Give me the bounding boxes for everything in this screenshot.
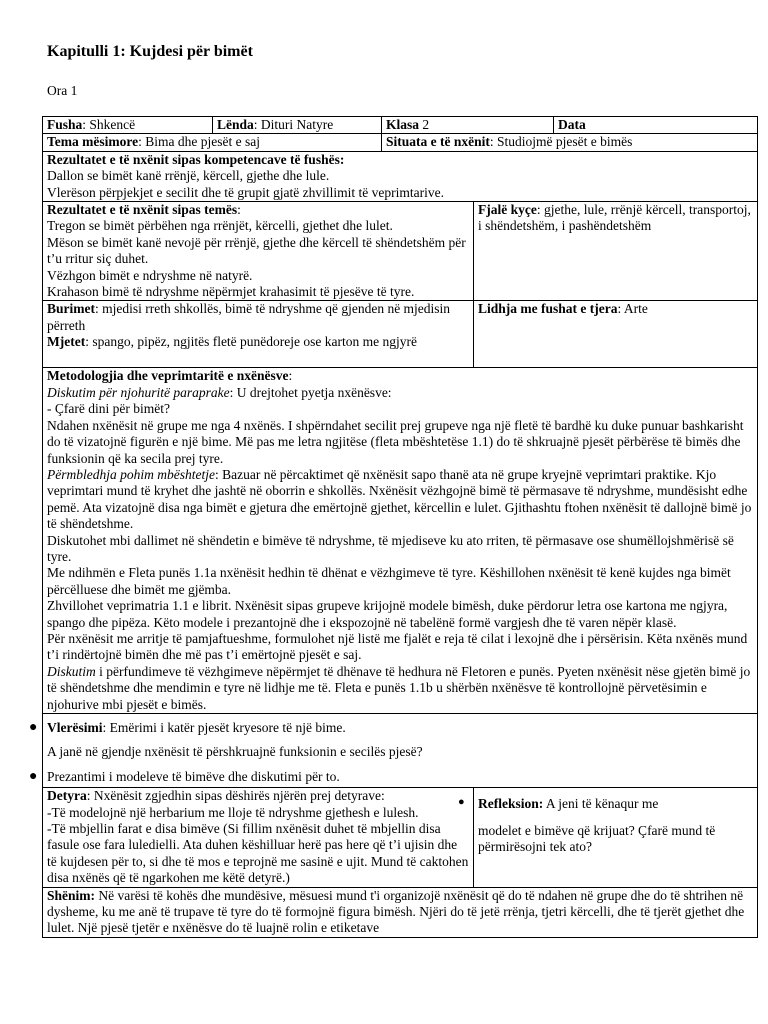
rezultatet-temes-line: Vëzhgon bimët e ndryshme në natyrë. xyxy=(47,267,253,283)
cell-rezultatet-fushes xyxy=(43,151,758,201)
refleksion-line-2: modelet e bimëve që krijuat? Çfarë mund të përmirësojni tek ato? xyxy=(478,822,716,855)
refleksion-label: Refleksion: xyxy=(478,796,544,812)
shenim-value: Në varësi të kohës dhe mundësive, mësuesi mund t'i organizojë nxënësit që do të ndahen në grupe dhe do të shtrihen në dysheme, ku me anë të trupave të tyre do të formojnë figura bimësh. Njëri do të jetë rrënja, tjetri kërcelli, dhe të tjerët gjethet dhe lulet. Një pjesë tjetër e nxënësve do të luajnë rolin e etiketave xyxy=(47,887,745,936)
vleresimi-line-3: Prezantimi i modeleve të bimëve dhe diskutimi për to. xyxy=(47,768,340,784)
row-metodologjia xyxy=(43,368,758,714)
burimet-value: : mjedisi rreth shkollës, bimë të ndryshme që gjenden në mjedisin përreth xyxy=(47,301,451,333)
klasa-value: 2 xyxy=(419,117,430,132)
cell-metodologjia xyxy=(43,368,758,714)
metodologjia-heading: Metodologjia dhe veprimtaritë e nxënësve: xyxy=(47,368,293,384)
row-rezultatet-temes xyxy=(43,202,758,301)
cell-shenim xyxy=(43,887,758,937)
cell-detyra xyxy=(43,788,474,887)
metodologjia-p2: - Çfarë dini për bimët? xyxy=(47,401,170,417)
vleresimi-value: : Emërimi i katër pjesët kryesore të një bime. xyxy=(102,720,346,735)
row-shenim xyxy=(43,887,758,937)
mjetet-value: : spango, pipëz, ngjitës fletë punëdoreje ose karton me ngjyrë xyxy=(85,334,417,350)
metodologjia-p8: Për nxënësit me arritje të pamjaftueshme, formulohet një listë me fjalët e reja të cilat i lexojnë dhe i përsërisin. Këta nxënës mund t’i rindërtojnë bimën dhe më pas t’i emërtojnë pjesët e saj. xyxy=(47,630,748,663)
metodologjia-p9-value: i përfundimeve të vëzhgimeve nëpërmjet të dhënave të hedhura në Fletoren e punës. Pyeten nxënësit nëse gjetën bimë jo të shëndetshme dhe mendimin e tyre në lidhje me të. Fleta e punës 1.1b u shërbën nxënësve të kontrollojnë përvetësimin e njohurive mbi pjesët e bimës. xyxy=(47,663,751,712)
vleresimi-label: Vlerësimi xyxy=(47,720,103,735)
rezultatet-fushes-line: Dallon se bimët kanë rrënjë, kërcell, gjethe dhe lule. xyxy=(47,168,330,184)
cell-data xyxy=(554,117,758,134)
cell-fusha: Fusha: Shkencë xyxy=(43,117,213,134)
cell-situata: Situata e të nxënit: Studiojmë pjesët e bimës xyxy=(382,134,758,151)
rezultatet-temes-line: Tregon se bimët përbëhen nga rrënjët, kërcelli, gjethet dhe lulet. xyxy=(47,218,393,234)
rezultatet-fushes-heading: Rezultatet e të nxënit sipas kompetencave të fushës: xyxy=(47,151,345,167)
detyra-value: : Nxënësit zgjedhin sipas dëshirës njërën prej detyrave: xyxy=(86,788,385,804)
metodologjia-p4-value: : Bazuar në përcaktimet që nxënësit sapo thanë ata në grupe kryejnë veprimtari praktike. Kjo veprimtari mund të kryhet dhe jashtë në oborrin e shkollës. Nxënësit vëzhgojnë bimë të përmasave të ndryshme, mundësisht edhe pemë. Ata vizatojnë disa nga bimët e gjetura dhe emërtojnë gjethet, kërcellin e lulet. Gjithashtu ftohen nxënësit të dallojnë bimë jo të shëndetshme. xyxy=(47,466,752,532)
vleresimi-line-2: A janë në gjendje nxënësit të përshkruajnë funksionin e secilës pjesë? xyxy=(47,744,423,760)
cell-klasa xyxy=(382,117,554,134)
cell-tema: Tema mësimore: Bima dhe pjesët e saj xyxy=(43,134,382,151)
cell-fjale-kyce xyxy=(474,202,758,301)
metodologjia-p1-label: Diskutim për njohuritë paraprake xyxy=(47,384,230,400)
row-vleresimi xyxy=(43,714,758,788)
fusha-label: Fusha xyxy=(47,117,83,132)
detyra-line-3: -Të mbjellin farat e disa bimëve (Si fillim nxënësit duhet të mbjellin disa fasule ose fara luledielli. Ata duhen këshilluar herë pas here që t’i ujisin dhe të kujdesen për to, si dhe të mos e teprojnë me sasinë e ujit. Mund të caktohen disa nxënës që të ngarkohen me këtë detyrë.) xyxy=(47,821,469,886)
cell-burimet xyxy=(43,301,474,368)
lenda-label: Lënda xyxy=(217,117,254,132)
cell-rezultatet-temes xyxy=(43,202,474,301)
metodologjia-p1-value: : U drejtohet pyetja nxënësve: xyxy=(229,384,392,400)
fjale-kyce-label: Fjalë kyçe xyxy=(478,202,537,218)
lidhja-label: Lidhja me fushat e tjera xyxy=(478,301,618,317)
metodologjia-p4 xyxy=(47,467,753,533)
cell-lidhja xyxy=(474,301,758,368)
cell-lenda: Lënda: Dituri Natyre xyxy=(213,117,382,134)
data-label: Data xyxy=(558,117,586,132)
metodologjia-p1 xyxy=(47,385,753,401)
refleksion-line xyxy=(478,796,753,812)
metodologjia-label: Metodologjia dhe veprimtaritë e nxënësve xyxy=(47,368,289,384)
bullet-icon: ● xyxy=(458,796,465,809)
fusha-value: Shkencë xyxy=(86,117,136,132)
detyra-line-2: -Të modelojnë një herbarium me lloje të ndryshme gjethesh e lulesh. xyxy=(47,804,419,820)
page-title: Kapitulli 1: Kujdesi për bimët xyxy=(47,43,253,60)
lesson-number: Ora 1 xyxy=(47,83,78,98)
metodologjia-p5: Diskutohet mbi dallimet në shëndetin e bimëve të ndryshme, të mjediseve ku ato rriten, të përmasave ose shumëllojshmërisë së tyre. xyxy=(47,532,734,564)
metodologjia-p9-label: Diskutim xyxy=(47,663,96,679)
shenim-text xyxy=(47,888,753,937)
metodologjia-p9 xyxy=(47,664,753,713)
cell-vleresimi xyxy=(29,714,758,788)
detyra-label: Detyra xyxy=(47,788,87,804)
vleresimi-line xyxy=(47,720,753,736)
metodologjia-p7: Zhvillohet veprimatria 1.1 e librit. Nxënësit sipas grupeve krijojnë modele bimësh, duke përdorur letra ose kartona me ngjyra, spango dhe pipëza. Këto modele i prezantojnë dhe i ekspozojnë në tabelënë formë vargjesh dhe të varen nëpër klasë. xyxy=(47,598,728,630)
lidhja-value: : Arte xyxy=(617,301,648,317)
metodologjia-p4-label: Përmbledhja pohim mbështetje xyxy=(47,466,215,482)
rezultatet-temes-line: Krahason bimë të ndryshme nëpërmjet krahasimit të pjesëve të tyre. xyxy=(47,284,415,300)
row-fusha xyxy=(43,117,758,134)
shenim-label: Shënim: xyxy=(47,887,96,903)
lenda-value: Dituri Natyre xyxy=(257,117,334,132)
refleksion-value: A jeni të kënaqur me xyxy=(543,796,659,812)
metodologjia-p6: Me ndihmën e Fleta punës 1.1a nxënësit hedhin të dhënat e vëzhgimeve të tyre. Këshillohen nxënësit të kenë kujdes nga bimët përcëlluese dhe bimët me gjëmba. xyxy=(47,565,731,597)
mjetet-text xyxy=(47,334,469,350)
detyra-heading xyxy=(47,788,469,804)
rezultatet-temes-label: Rezultatet e të nxënit sipas temës xyxy=(47,202,238,218)
row-burimet xyxy=(43,301,758,368)
metodologjia-p3: Ndahen nxënësit në grupe me nga 4 nxënës. I shpërndahet secilit prej grupeve nga një fletë të bardhë ku duke punuar bashkarisht do të vizatojnë figurën e një bime. Më pas me letra ngjitëse (fleta mbështetëse 1.1) do të shkruajnë pjesët përbërëse të bimës dhe funksionin që ka secila prej tyre. xyxy=(47,417,744,466)
situata-label: Situata e të nxënit xyxy=(386,134,490,150)
tema-label: Tema mësimore xyxy=(47,134,139,150)
row-tema xyxy=(43,134,758,151)
fjale-kyce-value: : gjethe, lule, rrënjë kërcell, transportoj, i shëndetshëm, i pashëndetshëm xyxy=(478,202,751,234)
row-detyra xyxy=(43,788,758,887)
burimet-label: Burimet xyxy=(47,301,95,317)
lesson-plan-table xyxy=(29,116,758,938)
bullet-icon: ● xyxy=(29,720,38,735)
cell-refleksion xyxy=(458,788,758,887)
rezultatet-fushes-line: Vlerëson përpjekjet e secilit dhe të grupit gjatë zhvillimit të veprimtarive. xyxy=(47,184,444,200)
bullet-icon: ● xyxy=(29,768,38,784)
rezultatet-fushes-label: Rezultatet e të nxënit sipas kompetencave të fushës xyxy=(47,151,340,167)
situata-value: Studiojmë pjesët e bimës xyxy=(493,134,633,150)
rezultatet-temes-heading: Rezultatet e të nxënit sipas temës: xyxy=(47,202,241,218)
mjetet-label: Mjetet xyxy=(47,334,86,350)
rezultatet-temes-line: Mëson se bimët kanë nevojë për rrënjë, gjethe dhe kërcell të shëndetshëm për t’u rritur siç duhet. xyxy=(47,234,466,267)
tema-value: Bima dhe pjesët e saj xyxy=(141,134,260,150)
klasa-label: Klasa xyxy=(386,117,420,132)
row-rezultatet-fushes xyxy=(43,151,758,201)
burimet-text xyxy=(47,301,469,334)
